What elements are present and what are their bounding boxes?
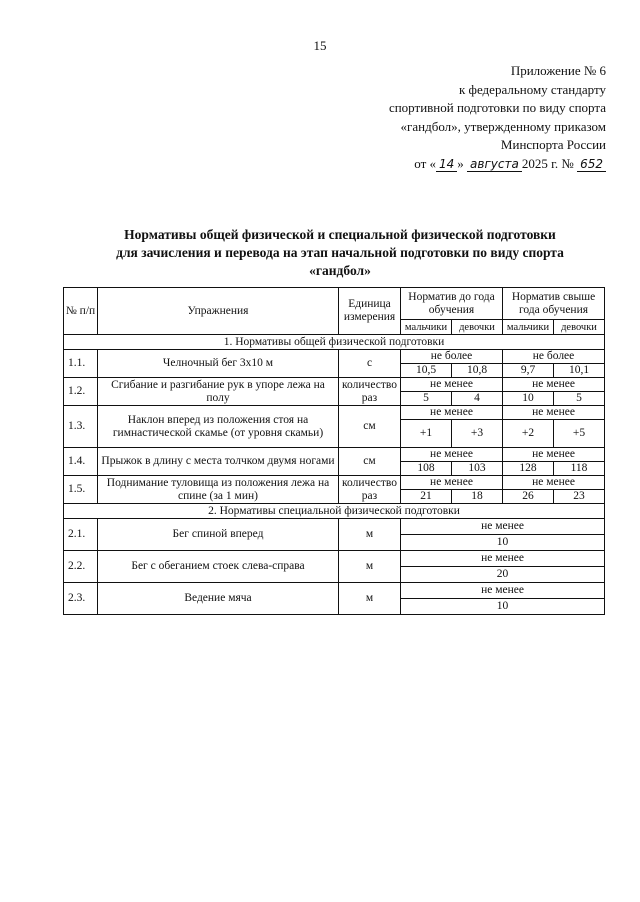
value-boys-1: +1: [401, 420, 452, 448]
appendix-block: [306, 62, 606, 173]
row-condition-2: не более: [503, 350, 605, 364]
section-1-heading: 1. Нормативы общей физической подготовки: [64, 335, 605, 350]
row-unit: количество раз: [339, 476, 401, 504]
header-boys-2: мальчики: [503, 320, 554, 335]
row-num: 1.1.: [64, 350, 98, 378]
date-mid: »: [457, 155, 464, 171]
value-girls-2: 5: [554, 392, 605, 406]
row-condition-1: не менее: [401, 378, 503, 392]
value-girls-2: +5: [554, 420, 605, 448]
appendix-line-2: к федеральному стандарту: [458, 81, 606, 97]
row-exercise: Бег спиной вперед: [98, 519, 339, 551]
title-line-2: для зачисления и перевода на этап начальной подготовки по виду спорта: [116, 245, 564, 260]
value-girls-1: 10,8: [452, 364, 503, 378]
row-exercise: Бег с обеганием стоек слева-справа: [98, 551, 339, 583]
row-num: 1.4.: [64, 448, 98, 476]
row-condition-1: не менее: [401, 448, 503, 462]
appendix-line-3: спортивной подготовки по виду спорта: [388, 100, 606, 115]
value-boys-2: 128: [503, 462, 554, 476]
value-girls-1: +3: [452, 420, 503, 448]
row-unit: см: [339, 406, 401, 448]
row-exercise: Сгибание и разгибание рук в упоре лежа на полу: [98, 378, 339, 406]
row-condition-2: не менее: [503, 406, 605, 420]
value-girls-1: 4: [452, 392, 503, 406]
value-boys-2: 10: [503, 392, 554, 406]
row-value: 10: [401, 599, 605, 615]
title-line-1: Нормативы общей физической и специальной физической подготовки: [124, 227, 556, 242]
handwritten-month: августа: [467, 157, 522, 172]
header-boys-1: мальчики: [401, 320, 452, 335]
value-boys-1: 5: [401, 392, 452, 406]
row-unit: с: [339, 350, 401, 378]
year-text: 2025 г. №: [521, 155, 574, 171]
handwritten-order-number: 652: [577, 157, 606, 172]
row-unit: м: [339, 519, 401, 551]
appendix-line-4: «гандбол», утвержденному приказом: [400, 118, 606, 134]
document-title: [60, 226, 620, 280]
row-condition-1: не менее: [401, 406, 503, 420]
header-num: № п/п: [64, 288, 98, 335]
header-group-1: Норматив до года обучения: [401, 288, 503, 320]
row-num: 1.2.: [64, 378, 98, 406]
row-condition-2: не менее: [503, 476, 605, 490]
header-unit: Единица измерения: [339, 288, 401, 335]
header-girls-2: девочки: [554, 320, 605, 335]
handwritten-day: 14: [436, 157, 457, 172]
appendix-line-1: Приложение № 6: [510, 63, 606, 78]
row-condition-2: не менее: [503, 378, 605, 392]
value-girls-1: 103: [452, 462, 503, 476]
row-condition-2: не менее: [503, 448, 605, 462]
title-line-3: «гандбол»: [309, 263, 371, 278]
value-boys-2: 26: [503, 490, 554, 504]
row-exercise: Прыжок в длину с места толчком двумя ногами: [98, 448, 339, 476]
value-girls-2: 23: [554, 490, 605, 504]
row-condition-1: не более: [401, 350, 503, 364]
row-num: 2.2.: [64, 551, 98, 583]
row-exercise: Челночный бег 3х10 м: [98, 350, 339, 378]
value-boys-1: 10,5: [401, 364, 452, 378]
row-num: 2.3.: [64, 583, 98, 615]
row-value: 20: [401, 567, 605, 583]
row-unit: м: [339, 551, 401, 583]
appendix-date-line: [306, 155, 606, 174]
value-girls-1: 18: [452, 490, 503, 504]
row-condition: не менее: [401, 551, 605, 567]
value-girls-2: 118: [554, 462, 605, 476]
row-num: 1.3.: [64, 406, 98, 448]
appendix-line-5: Минспорта России: [500, 137, 606, 152]
row-value: 10: [401, 535, 605, 551]
row-exercise: Ведение мяча: [98, 583, 339, 615]
section-2-heading: 2. Нормативы специальной физической подготовки: [64, 504, 605, 519]
row-unit: см: [339, 448, 401, 476]
value-boys-2: +2: [503, 420, 554, 448]
row-condition: не менее: [401, 583, 605, 599]
header-exercise: Упражнения: [98, 288, 339, 335]
row-condition: не менее: [401, 519, 605, 535]
row-exercise: Поднимание туловища из положения лежа на спине (за 1 мин): [98, 476, 339, 504]
header-girls-1: девочки: [452, 320, 503, 335]
row-exercise: Наклон вперед из положения стоя на гимнастической скамье (от уровня скамьи): [98, 406, 339, 448]
header-group-2: Норматив свыше года обучения: [503, 288, 605, 320]
row-num: 1.5.: [64, 476, 98, 504]
value-boys-1: 21: [401, 490, 452, 504]
value-boys-1: 108: [401, 462, 452, 476]
row-num: 2.1.: [64, 519, 98, 551]
row-unit: количество раз: [339, 378, 401, 406]
value-girls-2: 10,1: [554, 364, 605, 378]
row-unit: м: [339, 583, 401, 615]
page-number: 15: [313, 38, 327, 53]
date-prefix: от «: [414, 155, 436, 171]
norms-table: [63, 287, 605, 615]
value-boys-2: 9,7: [503, 364, 554, 378]
row-condition-1: не менее: [401, 476, 503, 490]
